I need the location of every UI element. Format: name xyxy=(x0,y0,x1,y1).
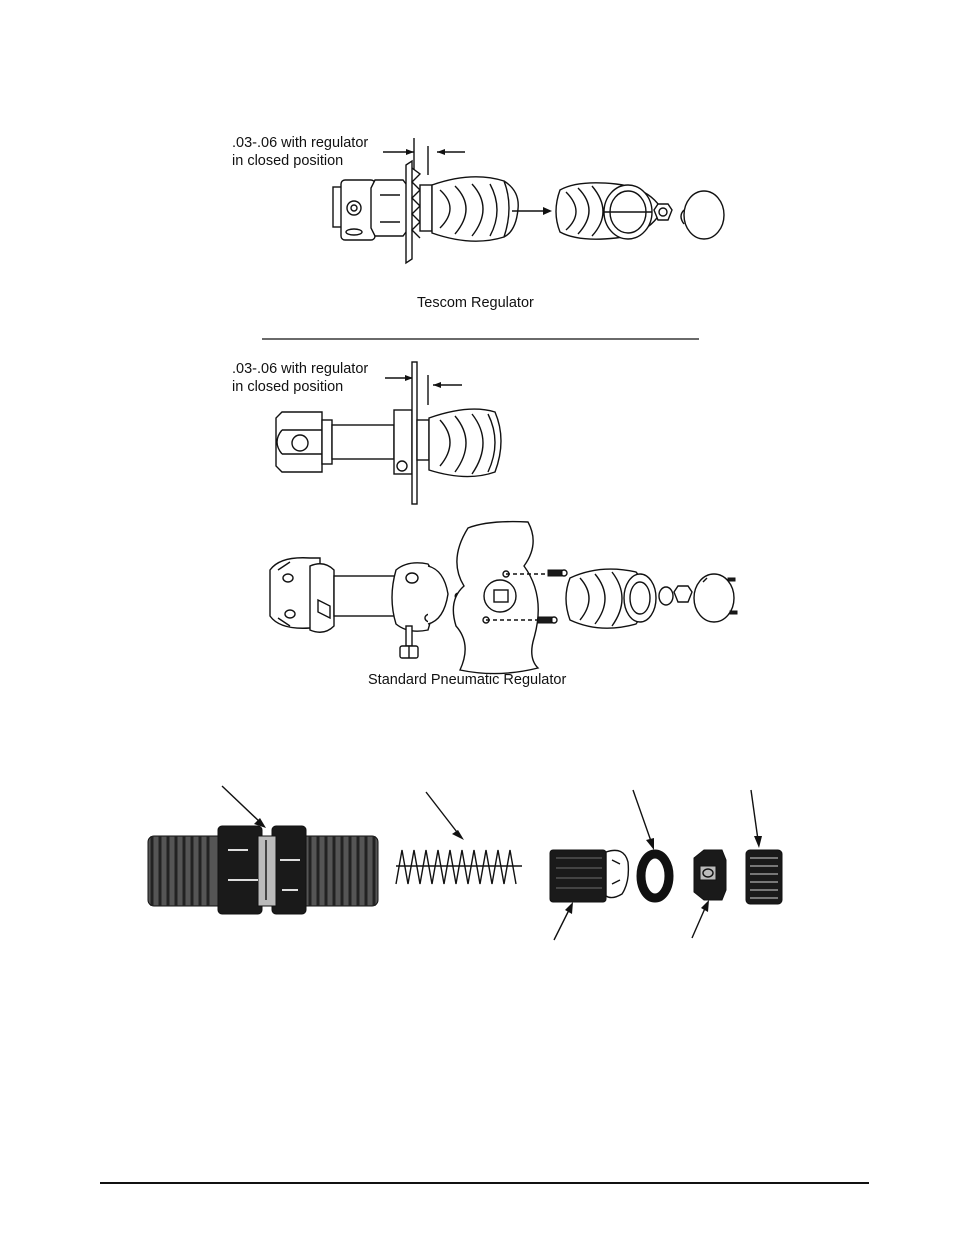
standard-clearance-note xyxy=(232,360,368,396)
tescom-assembled-regulator xyxy=(333,161,518,263)
standard-dimension-arrows xyxy=(385,375,462,405)
standard-panel xyxy=(453,522,550,674)
standard-exploded-collar xyxy=(392,563,461,631)
tescom-caption: Tescom Regulator xyxy=(417,295,534,311)
tescom-note-line1: .03-.06 with regulator xyxy=(232,135,369,151)
check-valve-body xyxy=(148,826,378,914)
tescom-dimension-arrows xyxy=(383,138,465,175)
poppet xyxy=(550,850,628,902)
spring xyxy=(396,850,522,884)
standard-cap xyxy=(694,574,737,622)
tescom-exploded-knob xyxy=(556,183,662,239)
o-ring xyxy=(641,854,669,898)
standard-panel-screws xyxy=(538,570,567,623)
tescom-note-line2: in closed position xyxy=(232,153,344,169)
standard-nut-washer xyxy=(659,586,692,605)
standard-exploded-knob xyxy=(566,569,656,628)
tescom-cap xyxy=(681,191,724,239)
standard-note-line2: in closed position xyxy=(232,379,344,395)
standard-exploded-body xyxy=(270,558,396,633)
standard-caption: Standard Pneumatic Regulator xyxy=(368,672,567,688)
end-plug xyxy=(746,850,782,904)
nut xyxy=(694,850,726,900)
standard-note-line1: .03-.06 with regulator xyxy=(232,361,369,377)
tescom-nut xyxy=(654,204,672,220)
